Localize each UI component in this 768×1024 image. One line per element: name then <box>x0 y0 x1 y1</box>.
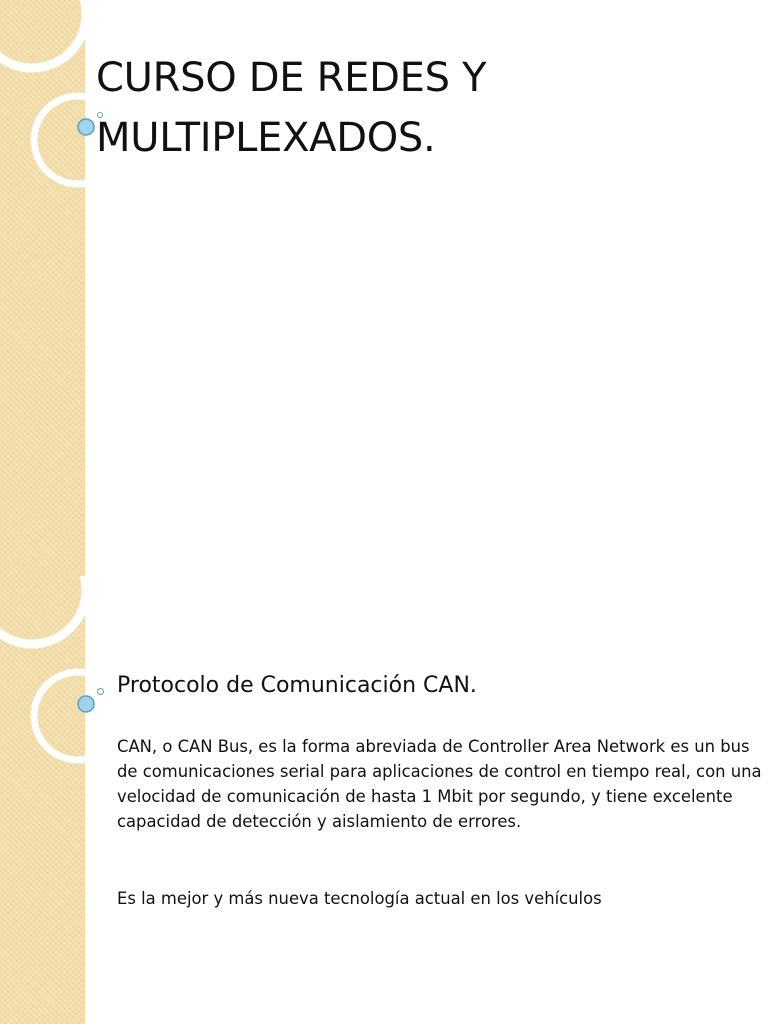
bullet-marker-icon <box>97 688 104 695</box>
slide-2 <box>0 576 768 1024</box>
slide-title: CURSO DE REDES Y MULTIPLEXADOS. <box>96 55 487 161</box>
body-paragraph: CAN, o CAN Bus, es la forma abreviada de Controller Area Network es un bus de comunicaciones serial para aplicaciones de control en tiempo real, con una velocidad de comunicación de hasta 1 Mbit por segundo, y tiene excelente capacidad de detección y aislamiento de errores. <box>117 737 762 831</box>
body-paragraph: Es la mejor y más nueva tecnología actual en los vehículos <box>117 889 602 908</box>
slide-heading: Protocolo de Comunicación CAN. <box>117 673 477 698</box>
